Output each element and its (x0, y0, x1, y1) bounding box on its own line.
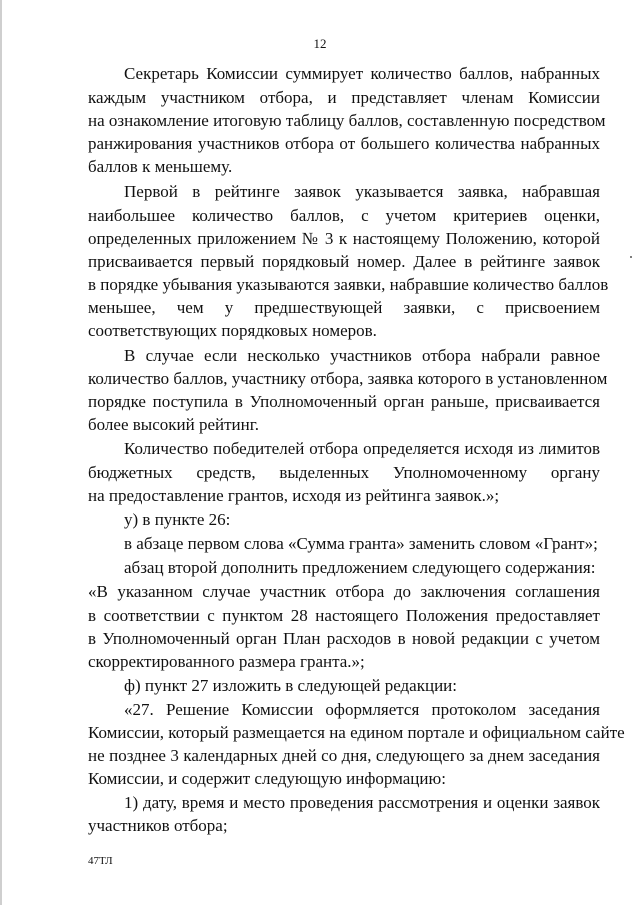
text-line: наибольшее количество баллов, с учетом критериев оценки, (88, 206, 600, 225)
text-line: «В указанном случае участник отбора до заключения соглашения (88, 582, 600, 601)
text-line: ранжирования участников отбора от большего количества набранных (88, 134, 600, 153)
text-line: в соответствии с пунктом 28 настоящего Положения предоставляет (88, 606, 600, 625)
text-line: баллов к меньшему. (88, 157, 233, 176)
text-line: 1) дату, время и место проведения рассмотрения и оценки заявок (124, 793, 600, 812)
text-line: бюджетных средств, выделенных Уполномоченному органу (88, 463, 600, 482)
text-line: участников отбора; (88, 816, 228, 835)
page-number: 12 (313, 36, 327, 51)
text-line: «27. Решение Комиссии оформляется протоколом заседания (124, 700, 600, 719)
text-line: Комиссии, который размещается на едином портале и официальном сайте (88, 723, 625, 742)
text-line: не позднее 3 календарных дней со дня, следующего за днем заседания (88, 746, 600, 765)
text-line: каждым участником отбора, и представляет членам Комиссии (88, 88, 600, 107)
text-line: в абзаце первом слова «Сумма гранта» заменить словом «Грант»; (124, 534, 598, 553)
text-line: более высокий рейтинг. (88, 415, 260, 434)
text-line: в Уполномоченный орган План расходов в новой редакции с учетом (88, 629, 600, 648)
text-line: определенных приложением № 3 к настоящему Положению, которой (88, 229, 600, 248)
text-line: Секретарь Комиссии суммирует количество баллов, набранных (124, 64, 600, 83)
scan-edge (0, 0, 2, 905)
text-line: В случае если несколько участников отбора набрали равное (124, 346, 600, 365)
footer-code: 47ТЛ (88, 855, 113, 867)
text-line: Комиссии, и содержит следующую информацию: (88, 769, 446, 788)
scan-speck (630, 256, 632, 258)
text-line: абзац второй дополнить предложением следующего содержания: (124, 558, 596, 577)
text-line: меньшее, чем у предшествующей заявки, с присвоением (88, 298, 600, 317)
text-line: у) в пункте 26: (124, 510, 231, 529)
text-line: ф) пункт 27 изложить в следующей редакции: (124, 676, 457, 695)
text-line: на предоставление грантов, исходя из рейтинга заявок.»; (88, 486, 500, 505)
text-line: в порядке убывания указываются заявки, набравшие количество баллов (88, 275, 609, 294)
text-line: скорректированного размера гранта.»; (88, 652, 365, 671)
text-line: Количество победителей отбора определяется исходя из лимитов (124, 439, 600, 458)
text-line: соответствующих порядковых номеров. (88, 321, 377, 340)
text-line: порядке поступила в Уполномоченный орган раньше, присваивается (88, 392, 600, 411)
text-line: присваивается первый порядковый номер. Далее в рейтинге заявок (88, 252, 600, 271)
text-line: Первой в рейтинге заявок указывается заявка, набравшая (124, 182, 600, 201)
text-line: на ознакомление итоговую таблицу баллов, составленную посредством (88, 111, 606, 130)
text-line: количество баллов, участнику отбора, заявка которого в установленном (88, 369, 608, 388)
